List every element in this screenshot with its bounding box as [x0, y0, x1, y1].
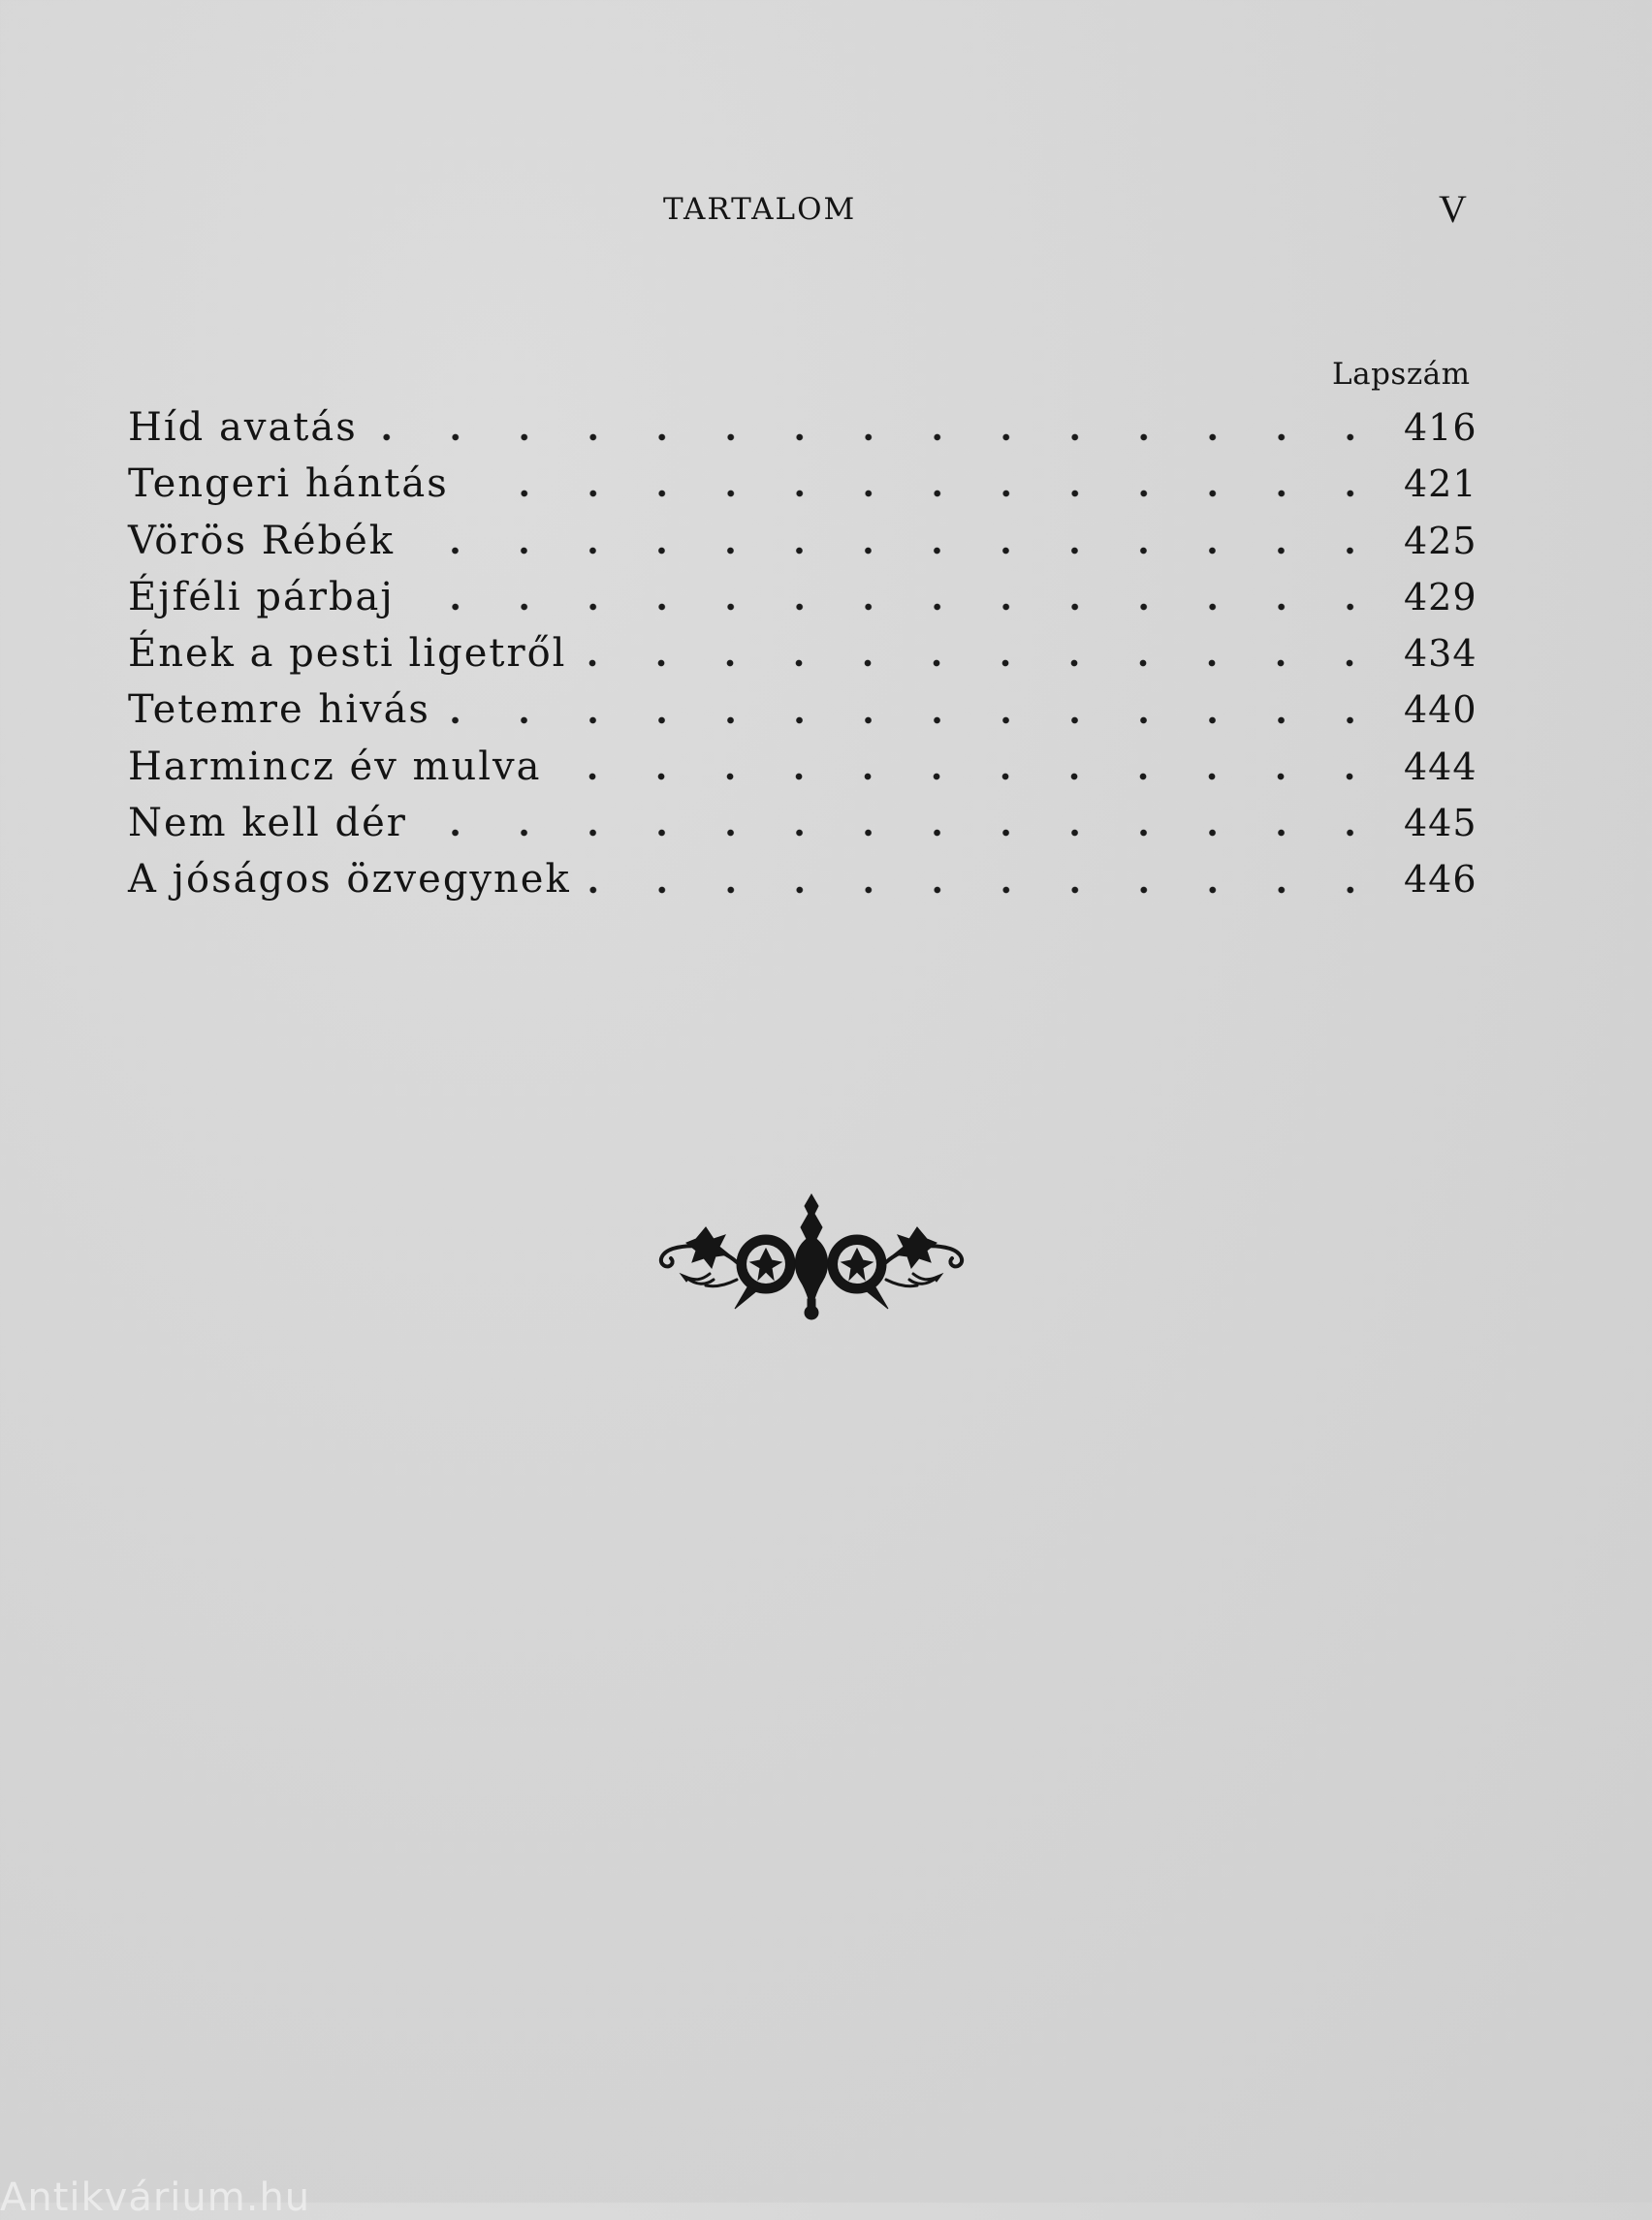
- toc-entry-title: Tetemre hivás: [128, 687, 430, 733]
- dot-leader: [408, 602, 1384, 612]
- toc-entry: [128, 569, 1476, 625]
- toc-entry-title: Híd avatás: [128, 405, 358, 450]
- dot-leader: [371, 432, 1384, 442]
- toc-entry-page: 445: [1404, 802, 1477, 845]
- toc-entry-title: Ének a pesti ligetről: [128, 631, 567, 677]
- toc-entry-title: Tengeri hántás: [128, 461, 449, 507]
- dot-leader: [408, 546, 1384, 555]
- toc-entry: [128, 851, 1476, 907]
- floral-vignette-icon: [651, 1185, 971, 1325]
- table-of-contents: [128, 399, 1476, 908]
- toc-entry-page: 440: [1404, 688, 1477, 732]
- toc-entry-page: 425: [1404, 519, 1477, 562]
- page-number: V: [1439, 187, 1467, 231]
- running-title: TARTALOM: [663, 192, 857, 227]
- toc-entry-page: 446: [1404, 858, 1477, 902]
- toc-entry-page: 434: [1404, 632, 1477, 676]
- watermark: Antikvárium.hu: [0, 2175, 311, 2220]
- toc-entry-page: 429: [1404, 575, 1477, 618]
- dot-leader: [444, 715, 1384, 725]
- toc-entry-title: Vörös Rébék: [128, 518, 396, 563]
- toc-entry-title: Nem kell dér: [128, 801, 407, 846]
- toc-entry-title: Éjféli párbaj: [128, 574, 395, 619]
- dot-leader: [580, 658, 1384, 668]
- toc-entry: [128, 625, 1476, 682]
- toc-entry: [128, 456, 1476, 512]
- toc-entry: [128, 739, 1476, 795]
- toc-entry-title: Harmincz év mulva: [128, 744, 542, 789]
- page-column-label: Lapszám: [1332, 357, 1471, 392]
- toc-entry-page: 421: [1404, 462, 1477, 506]
- dot-leader: [555, 772, 1384, 781]
- running-head: [0, 186, 1652, 235]
- toc-entry-page: 444: [1404, 745, 1477, 788]
- toc-entry: [128, 682, 1476, 738]
- toc-entry-page: 416: [1404, 406, 1477, 449]
- toc-entry: [128, 513, 1476, 569]
- toc-entry-title: A jóságos özvegynek: [128, 857, 571, 903]
- dot-leader: [421, 828, 1384, 838]
- toc-entry: [128, 399, 1476, 456]
- dot-leader: [585, 885, 1384, 895]
- dot-leader: [462, 489, 1384, 498]
- toc-entry: [128, 795, 1476, 851]
